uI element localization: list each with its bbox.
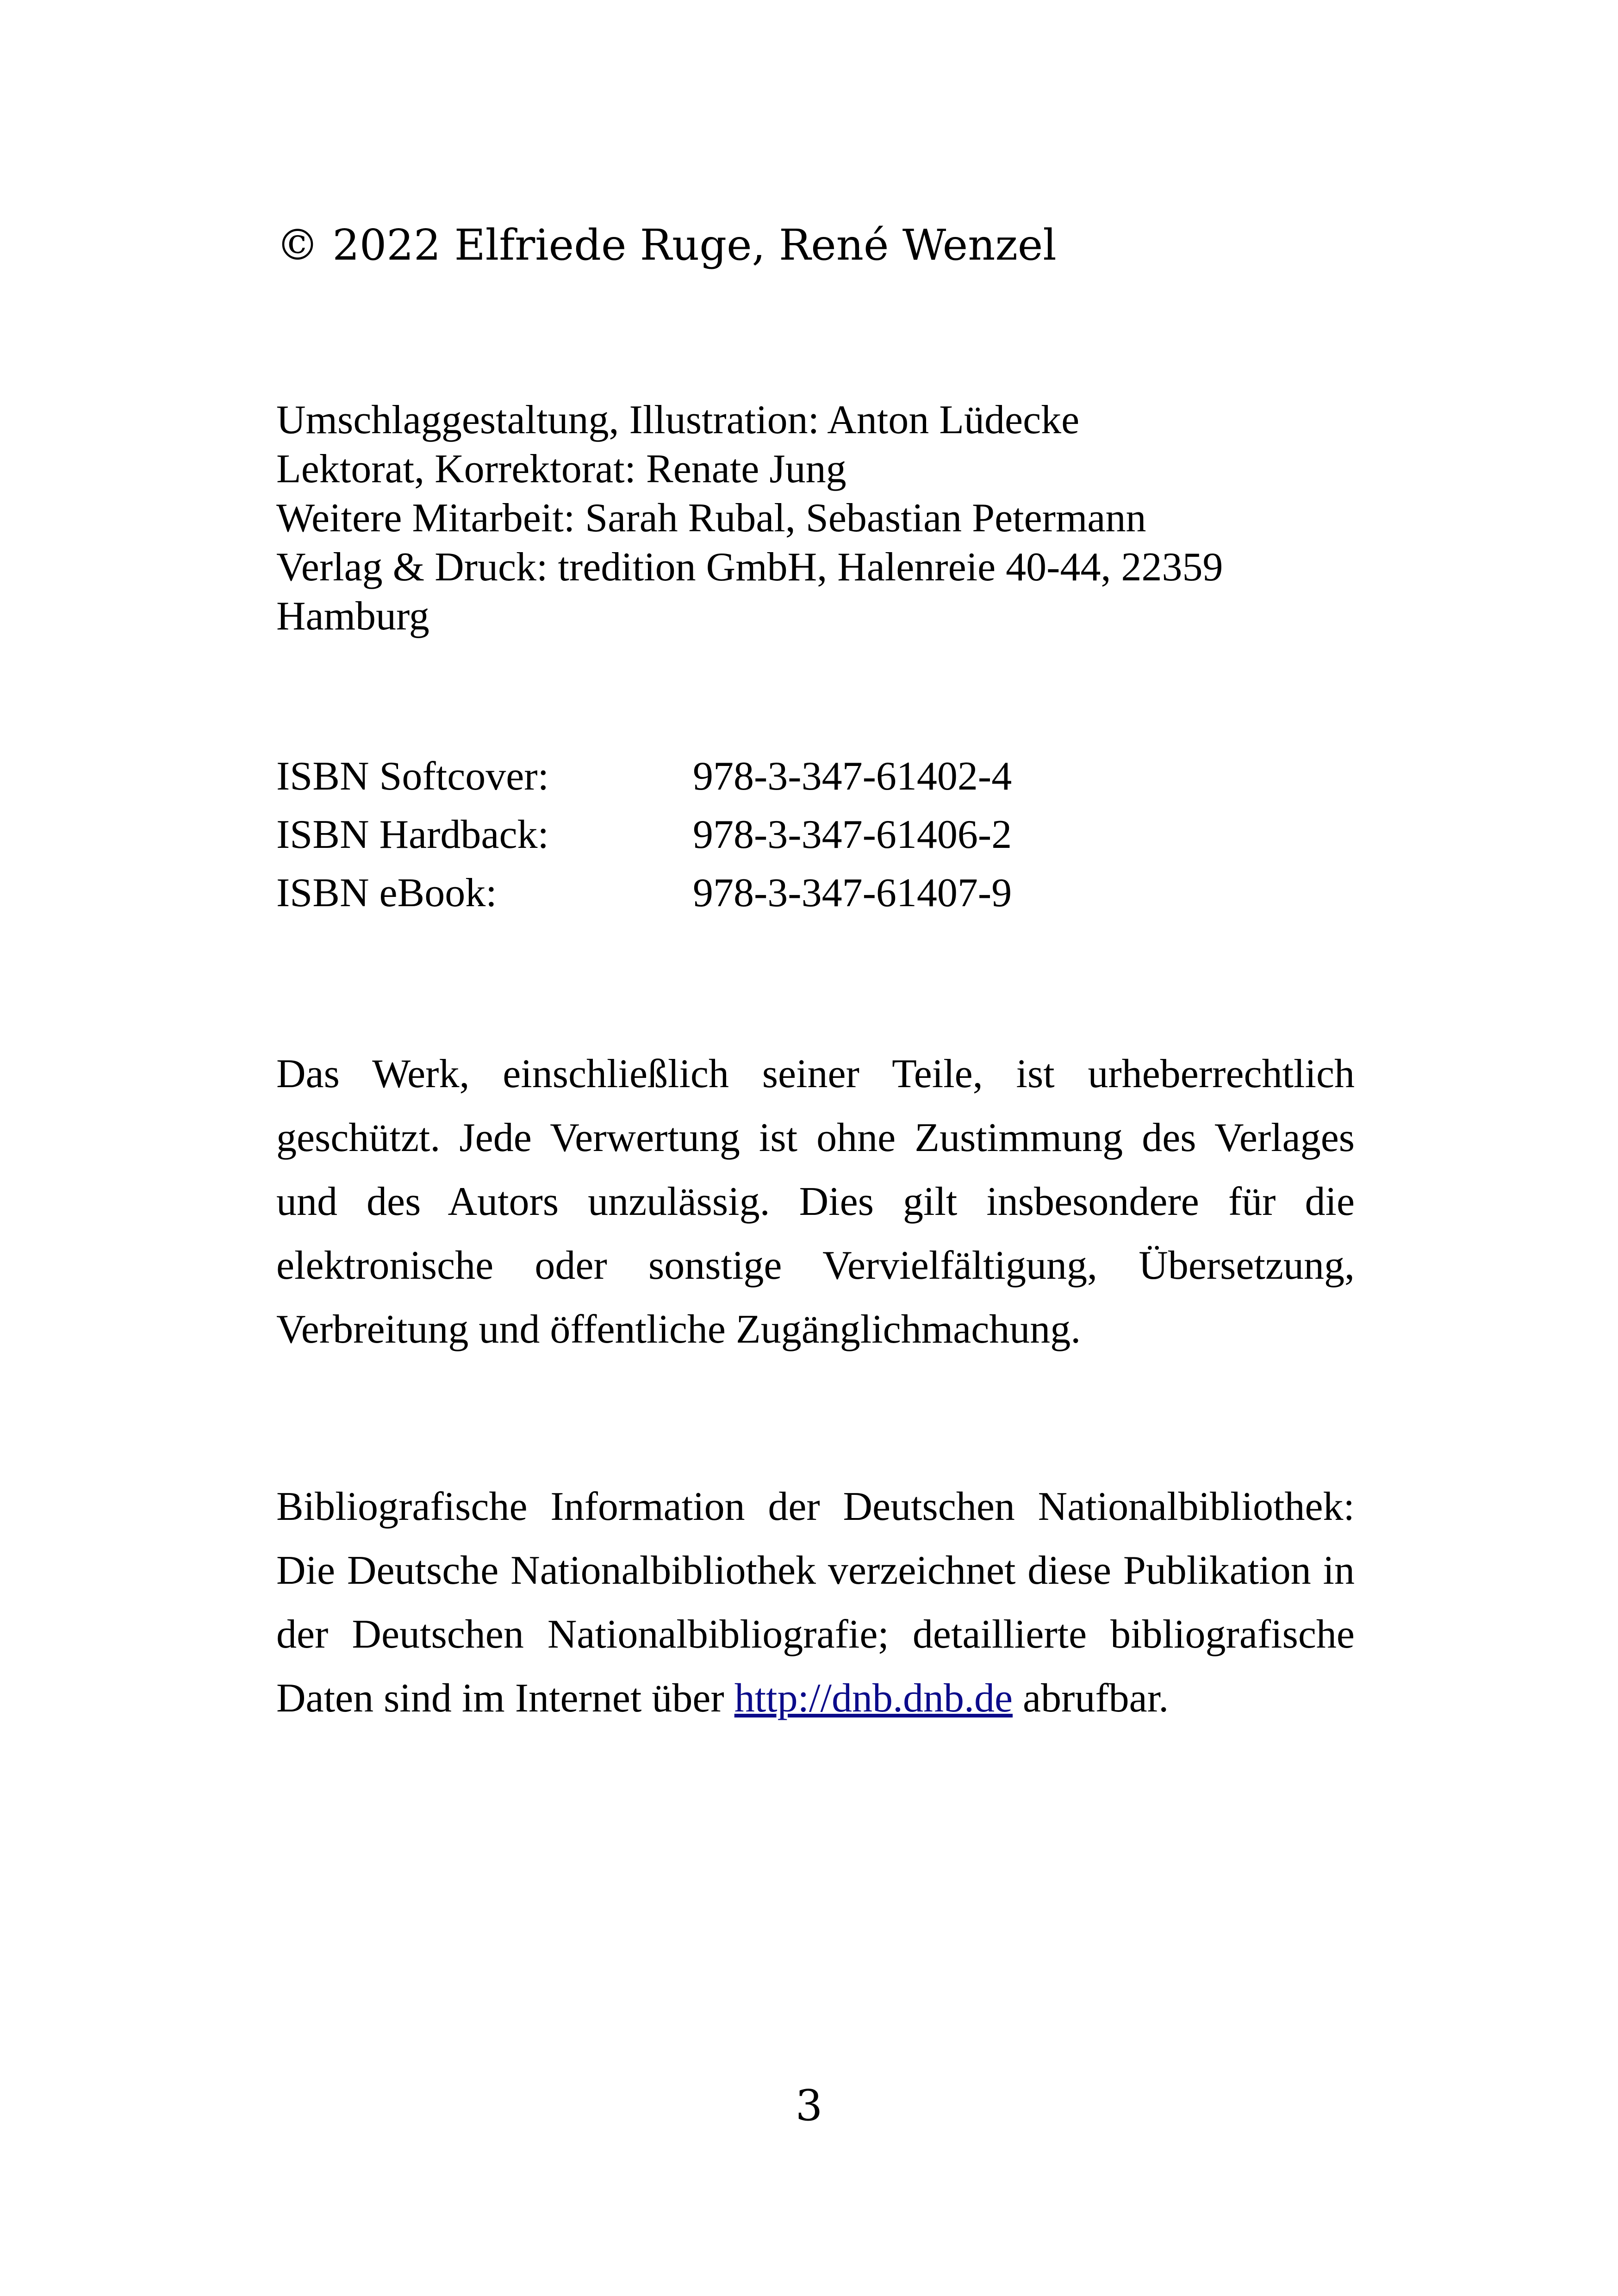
bibliographic-heading: Bibliografische Information der Deutschen Nationalbibliothek: (276, 1484, 1355, 1529)
credits-block (276, 396, 1355, 641)
page-number: 3 (795, 2081, 823, 2130)
dnb-link[interactable]: http://dnb.dnb.de (734, 1676, 1013, 1721)
bibliographic-notice (276, 1475, 1355, 1730)
isbn-value: 978-3-347-61407-9 (693, 871, 1012, 915)
credit-collaboration: Weitere Mitarbeit: Sarah Rubal, Sebastian Petermann (276, 496, 1146, 541)
rights-notice: Das Werk, einschließlich seiner Teile, ist urheberrechtlich geschützt. Jede Verwertung ist ohne Zustimmung des Verlages und des Autors unzulässig. Dies gilt insbesondere für die elektronische oder sonstige Vervielfältigung, Übersetzung, Verbreitung und öffentliche Zugänglichmachung. (276, 1052, 1355, 1352)
credit-publisher: Verlag & Druck: tredition GmbH, Halenreie 40-44, 22359 (276, 545, 1223, 590)
isbn-label: ISBN Hardback: (276, 812, 549, 857)
isbn-value: 978-3-347-61406-2 (693, 812, 1012, 857)
isbn-label: ISBN Softcover: (276, 754, 549, 799)
isbn-value: 978-3-347-61402-4 (693, 754, 1012, 799)
isbn-label: ISBN eBook: (276, 871, 497, 915)
bibliographic-suffix: abrufbar. (1023, 1676, 1169, 1721)
copyright-line: © 2022 Elfriede Ruge, René Wenzel (276, 220, 1057, 270)
credit-cover-design: Umschlaggestaltung, Illustration: Anton Lüdecke (276, 398, 1080, 442)
credit-publisher-city: Hamburg (276, 594, 429, 639)
credit-editing: Lektorat, Korrektorat: Renate Jung (276, 447, 846, 492)
bibliographic-text: Die Deutsche Nationalbibliothek verzeichnet diese Publikation in der Deutschen Nationalbibliografie; detaillierte bibliografische Daten sind im Internet über (276, 1548, 1355, 1721)
